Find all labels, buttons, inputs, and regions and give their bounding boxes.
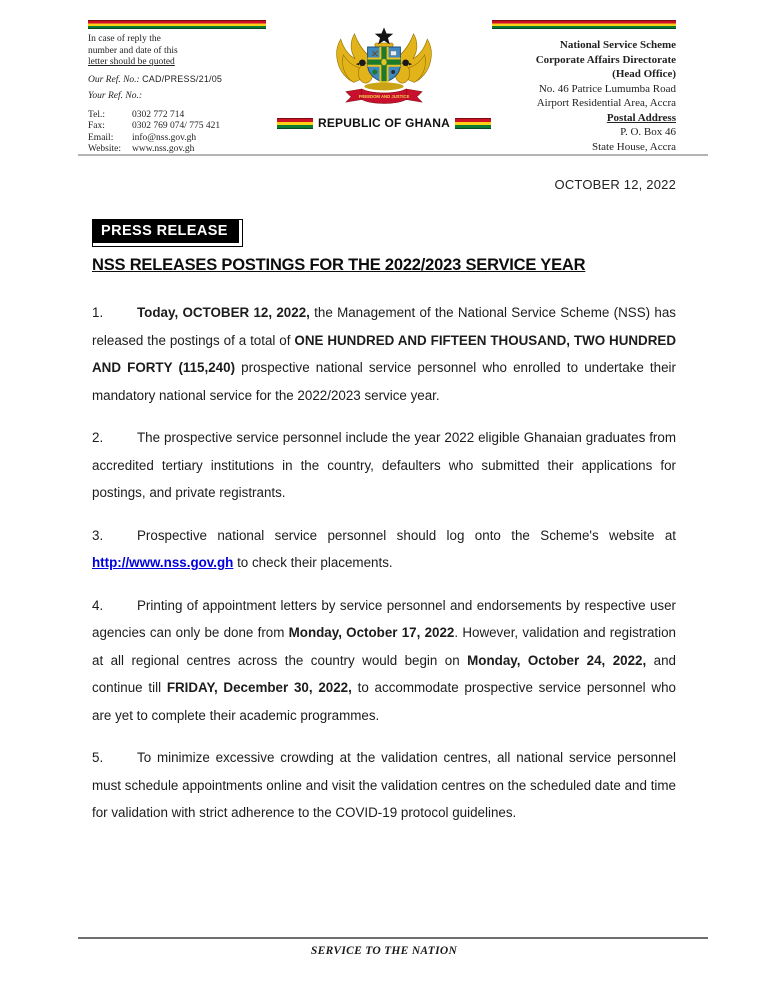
contact-value: 0302 769 074/ 775 421 (132, 121, 221, 131)
text-run: prospective national service personnel who enrolled to undertake their mandatory national service for the 2022/2023 service year. (92, 360, 676, 403)
paragraph-number: 4. (92, 597, 104, 613)
text-run: To minimize excessive crowding at the validation centres, all national service personnel must schedule appointments online and visit the validation centres on the scheduled date and time for validation with strict adherence to the COVID-19 protocol guidelines. (92, 750, 676, 820)
po-box: P. O. Box 46 (620, 126, 676, 138)
flag-stripe-bar-left (88, 20, 266, 29)
flag-chip-icon (455, 118, 491, 129)
contact-label: Email: (88, 132, 114, 143)
paragraph-number: 1. (92, 305, 104, 320)
contact-line-fax (88, 121, 266, 133)
contact-list (88, 110, 266, 156)
press-release-badge (92, 219, 243, 247)
ghana-coat-of-arms-icon (331, 26, 437, 110)
text-run: Printing of appointment letters by service personnel and endorsements by respective user agencies can only be done from (92, 597, 676, 640)
paragraph-4 (92, 592, 676, 730)
contact-value: info@nss.gov.gh (132, 132, 197, 143)
area-address: Airport Residential Area, Accra (536, 97, 676, 109)
head-office-label: (Head Office) (612, 68, 676, 80)
contact-line-tel (88, 110, 266, 122)
postal-address-label: Postal Address (606, 111, 676, 124)
text-run: ONE HUNDRED AND FIFTEEN THOUSAND, TWO HUNDRED AND FORTY (115,240) (92, 332, 676, 375)
text-run: The prospective service personnel include the year 2022 eligible Ghanaian graduates from accredited tertiary institutions in the country, defaulters who submitted their applications for postings, and private registrants. (92, 430, 676, 500)
your-ref-line (88, 91, 266, 103)
org-name: National Service Scheme (559, 39, 676, 51)
contact-value: 0302 772 714 (132, 109, 185, 120)
our-ref-label: Our Ref. No.: (88, 74, 140, 85)
coat-of-arms-block (289, 26, 479, 130)
text-run: FRIDAY, December 30, 2022, (166, 680, 352, 695)
contact-label: Website: (88, 144, 122, 154)
coat-of-arms-motto: FREEDOM AND JUSTICE (358, 94, 410, 100)
text-run: and continue till (92, 652, 676, 695)
paragraph-text (92, 528, 676, 571)
text-run: . However, validation and registration at all regional centres across the country would begin on (92, 625, 676, 668)
paragraph-text (92, 750, 676, 820)
paragraph-text (92, 305, 676, 403)
text-run: Monday, October 24, 2022, (467, 652, 647, 668)
street-address: No. 46 Patrice Lumumba Road (538, 82, 676, 95)
paragraph-2 (92, 424, 676, 507)
paragraph-text (92, 430, 676, 500)
flag-stripe-bar-right (492, 20, 676, 29)
body-content (92, 299, 676, 842)
reply-note-line: In case of reply the (88, 34, 161, 44)
text-run: Monday, October 17, 2022 (288, 625, 455, 640)
reply-note (88, 34, 266, 69)
letterhead-left-block (88, 20, 266, 156)
state-house: State House, Accra (592, 140, 676, 153)
our-ref-line (88, 74, 266, 87)
nss-website-link[interactable]: http://www.nss.gov.gh (92, 555, 234, 570)
footer-motto: SERVICE TO THE NATION (310, 945, 458, 957)
reply-note-line: number and date of this (88, 45, 178, 56)
paragraph-5 (92, 744, 676, 827)
text-run: to check their placements. (233, 555, 393, 570)
paragraph-number: 2. (92, 430, 104, 445)
paragraph-text (92, 598, 676, 723)
letterhead-right-block (492, 20, 676, 154)
your-ref-label: Your Ref. No.: (88, 91, 143, 101)
footer-divider (78, 937, 708, 939)
text-run: Prospective national service personnel should log onto the Scheme's website at (137, 527, 676, 543)
paragraph-3 (92, 522, 676, 577)
header-divider (78, 154, 708, 156)
release-date: OCTOBER 12, 2022 (554, 177, 676, 192)
reply-note-line: letter should be quoted (88, 57, 175, 67)
directorate-name: Corporate Affairs Directorate (535, 53, 676, 66)
republic-caption-row (289, 116, 479, 130)
contact-label: Fax: (88, 121, 105, 131)
text-run: to accommodate prospective service personnel who are yet to complete their academic programmes. (92, 680, 676, 723)
republic-of-ghana-label: REPUBLIC OF GHANA (317, 116, 451, 130)
flag-chip-icon (277, 118, 313, 129)
headline: NSS RELEASES POSTINGS FOR THE 2022/2023 SERVICE YEAR (92, 256, 586, 274)
contact-line-email (88, 133, 266, 145)
text-run: Today, OCTOBER 12, 2022, (137, 305, 310, 320)
contact-label: Tel.: (88, 109, 106, 120)
contact-value: www.nss.gov.gh (132, 144, 195, 154)
text-run: the Management of the National Service Scheme (NSS) has released the postings of a total of (92, 305, 676, 348)
press-release-label: PRESS RELEASE (93, 220, 239, 243)
paragraph-1 (92, 299, 676, 409)
paragraph-number: 5. (92, 750, 104, 765)
paragraph-number: 3. (92, 527, 104, 543)
our-ref-value: CAD/PRESS/21/05 (142, 73, 223, 84)
